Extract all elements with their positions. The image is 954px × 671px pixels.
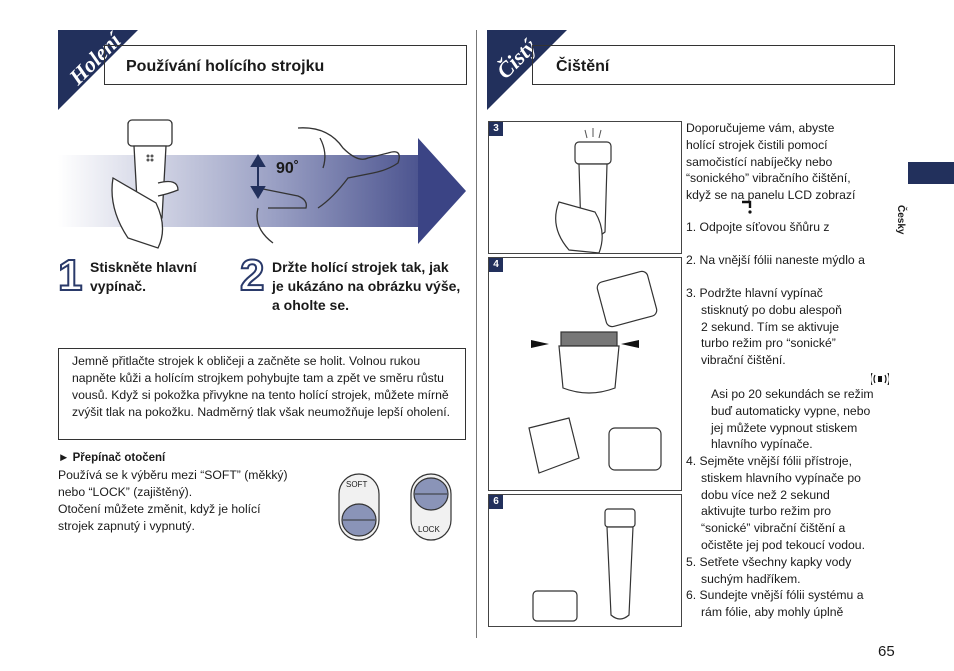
soft-label: SOFT <box>346 480 368 489</box>
step5-line-2: suchým hadříkem. <box>701 571 801 586</box>
step2-line-1: 2. Na vnější fólii naneste mýdlo a <box>686 253 865 267</box>
step-2-text: Držte holící strojek tak, jak je ukázáno na obrázku výše, a oholte se. <box>272 259 461 313</box>
figure-6-number: 6 <box>489 495 503 509</box>
step6-line-2: rám fólie, aby mohly úplně <box>701 604 844 619</box>
step4-line-4: aktivujte turbo režim pro <box>701 504 832 519</box>
step-1-number: 1 <box>58 251 83 300</box>
left-section-title: Používání holícího strojku <box>126 58 325 75</box>
figure-4-drawing <box>489 258 681 490</box>
step3-note-line-4: hlavního vypínače. <box>711 437 813 452</box>
step6-line-1: 6. Sundejte vnější fólii systému a <box>686 588 864 602</box>
switch-line-4: strojek zapnutý i vypnutý. <box>58 519 195 533</box>
cleaning-step-2 <box>686 252 898 269</box>
figure-3 <box>488 121 682 254</box>
intro-line-1: Doporučujeme vám, abyste <box>686 121 835 135</box>
step3-note-line-1: Asi po 20 sekundách se režim <box>711 387 874 401</box>
switch-heading: ► Přepínač otočení <box>58 452 166 464</box>
figure-4 <box>488 257 682 491</box>
step5-line-1: 5. Setřete všechny kapky vody <box>686 555 852 569</box>
intro-line-4: “sonického” vibračního čištění, <box>686 171 851 186</box>
shaving-note-text: Jemně přitlačte strojek k obličeji a začněte se holit. Volnou rukou napněte kůži a holícím strojkem pohybujte tam a zpět ve směru růstu vousů. Když si pokožka přivykne na tento holící strojek, můžete mírně zvýšit tlak na pokožku. Nadměrný tlak však neumožňuje lepší oholení. <box>72 354 451 419</box>
cleaning-step-3 <box>686 285 898 369</box>
holeni-corner-label: Holení <box>63 27 126 90</box>
step4-line-5: “sonické” vibrační čištění a <box>701 521 846 536</box>
step-1-text: Stiskněte hlavní vypínač. <box>90 259 197 294</box>
language-side-tab <box>908 162 954 184</box>
intro-line-2: holící strojek čistili pomocí <box>686 137 828 152</box>
figure-6-drawing <box>489 495 681 626</box>
step4-line-6: očistěte jej pod tekoucí vodou. <box>701 537 865 552</box>
intro-line-5: když se na panelu LCD zobrazí <box>686 188 856 203</box>
cisty-corner-label: Čistý <box>491 33 542 84</box>
page-number: 65 <box>878 643 895 660</box>
cleaning-step-4 <box>686 453 898 554</box>
sonic-vibration-icon <box>871 373 889 385</box>
step3-line-5: vibrační čištění. <box>701 353 786 368</box>
lock-label: LOCK <box>418 525 440 534</box>
page-divider <box>476 30 477 638</box>
step3-line-4: turbo režim pro “sonické” <box>701 336 836 351</box>
cleaning-step-6 <box>686 587 898 621</box>
intro-line-3: samočistící nabíječky nebo <box>686 154 833 169</box>
figure-4-number: 4 <box>489 258 503 272</box>
switch-line-3: Otočení můžete změnit, když je holící <box>58 502 261 516</box>
cleaning-faucet-icon <box>740 198 754 216</box>
step3-line-1: 3. Podržte hlavní vypínač <box>686 286 823 300</box>
step-2-number: 2 <box>240 251 265 300</box>
language-label: Česky <box>895 205 906 235</box>
step3-line-3: 2 sekund. Tím se aktivuje <box>701 319 839 334</box>
step4-line-3: dobu více než 2 sekund <box>701 487 830 502</box>
figure-6 <box>488 494 682 627</box>
switch-line-2: nebo “LOCK” (zajištěný). <box>58 485 193 499</box>
step3-note-line-2: buď automaticky vypne, nebo <box>711 403 871 418</box>
figure-3-drawing <box>489 122 681 253</box>
cleaning-step-5 <box>686 554 898 588</box>
cleaning-step-3-note <box>686 386 898 453</box>
cleaning-intro <box>686 120 898 204</box>
step3-line-2: stisknutý po dobu alespoň <box>701 302 842 317</box>
figure-3-number: 3 <box>489 122 503 136</box>
step4-line-1: 4. Sejměte vnější fólii přístroje, <box>686 454 852 468</box>
cleaning-step-1 <box>686 219 898 236</box>
switch-line-1: Používá se k výběru mezi “SOFT” (měkký) <box>58 468 288 482</box>
step4-line-2: stiskem hlavního vypínače po <box>701 470 861 485</box>
angle-label: 90˚ <box>276 160 300 177</box>
shaving-illustration <box>58 108 468 258</box>
step1-line-1: 1. Odpojte síťovou šňůru z <box>686 220 830 234</box>
shaving-note-box <box>58 348 466 440</box>
right-section-title: Čištění <box>556 58 610 75</box>
step3-note-line-3: jej můžete vypnout stiskem <box>711 420 858 435</box>
